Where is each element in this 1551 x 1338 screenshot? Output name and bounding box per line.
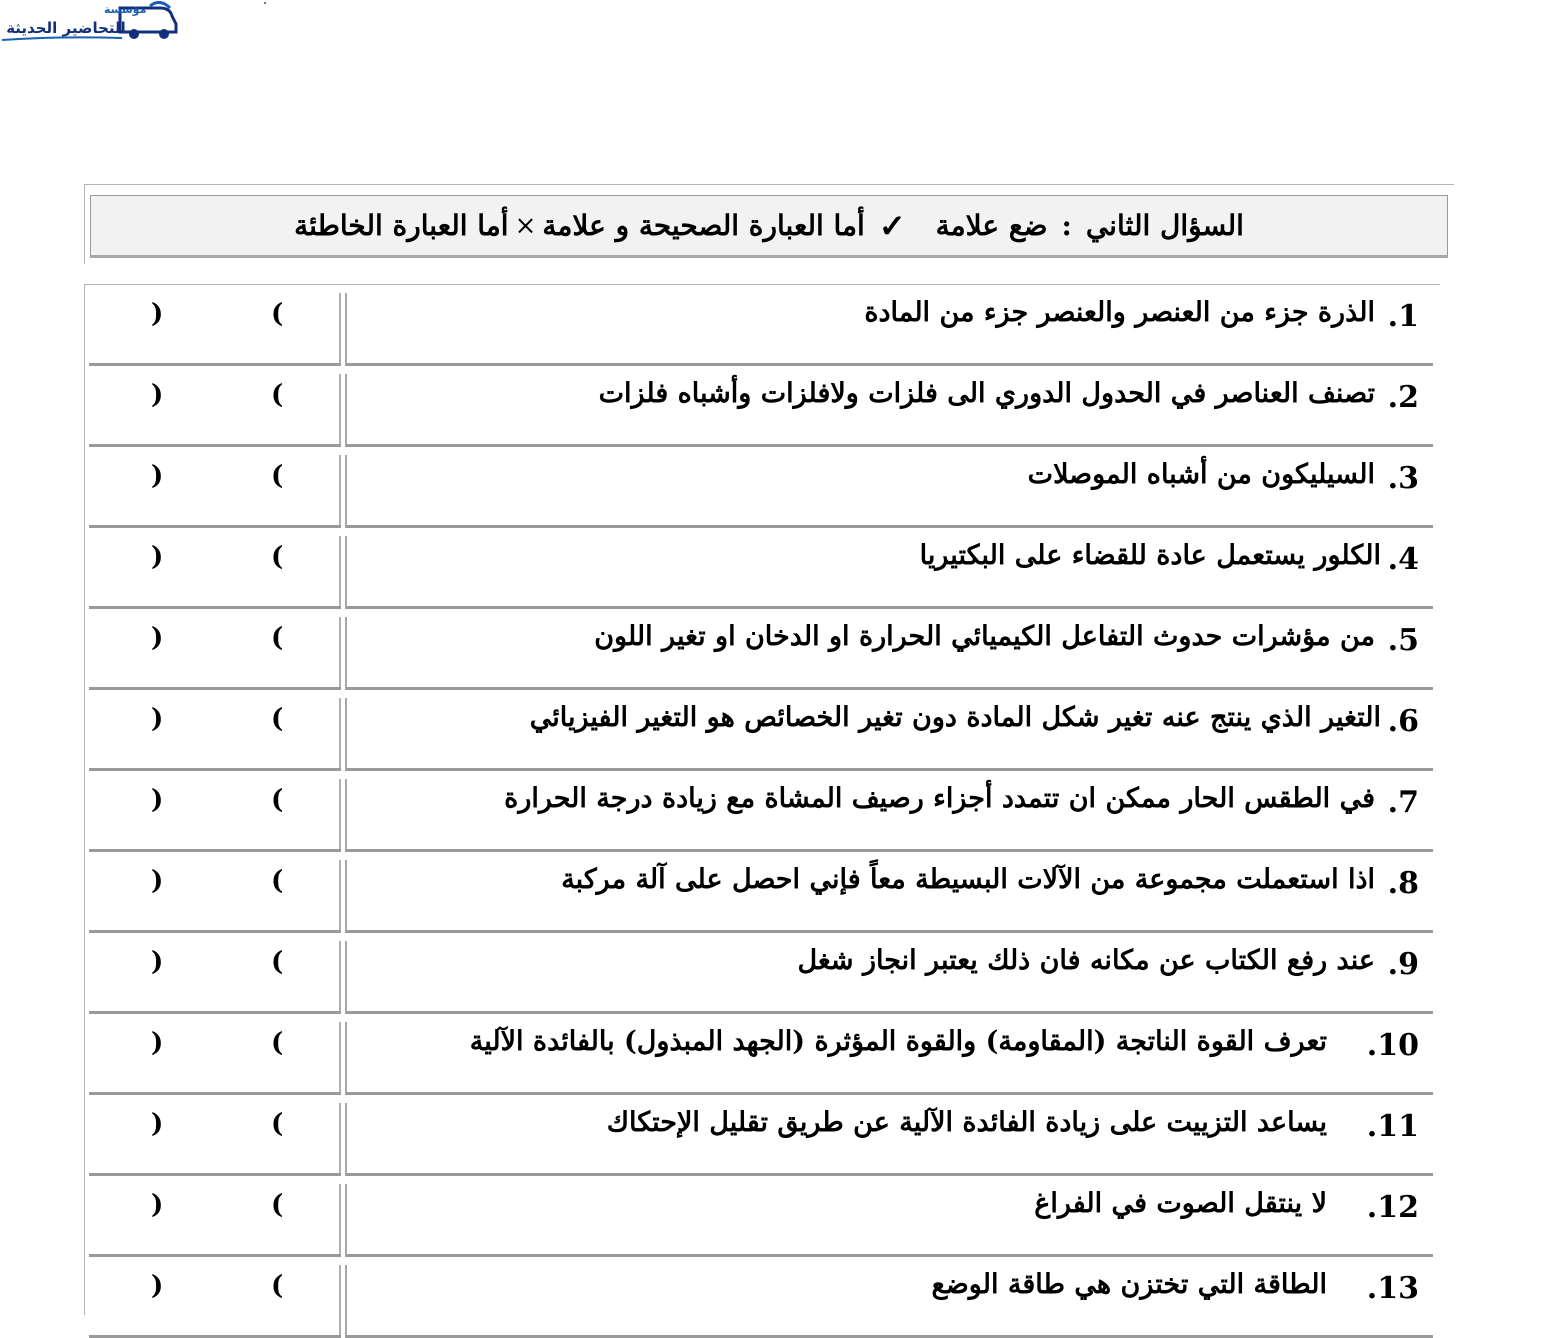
question-text: اذا استعملت مجموعة من الآلات البسيطة معاً فإني احصل على آلة مركبة	[561, 864, 1375, 895]
question-cell	[345, 374, 1433, 447]
logo-main-text: التحاضير الحديثة	[6, 19, 126, 37]
answer-paren-close: )	[151, 380, 164, 410]
answer-paren-open: (	[271, 299, 284, 329]
answer-paren-close: )	[151, 704, 164, 734]
logo	[0, 0, 185, 45]
instruction-part2: أما العبارة الصحيحة و علامة	[542, 209, 865, 242]
answer-paren-close: )	[151, 623, 164, 653]
question-cell	[345, 536, 1433, 609]
question-text: تصنف العناصر في الحدول الدوري الى فلزات ولافلزات وأشباه فلزات	[598, 378, 1375, 409]
answer-paren-close: )	[151, 1190, 164, 1220]
question-cell	[345, 1022, 1433, 1095]
answer-paren-open: (	[271, 1109, 284, 1139]
answer-paren-close: )	[151, 1271, 164, 1301]
questions-table	[84, 284, 1440, 1315]
logo-small-text: مؤسسة	[104, 3, 147, 16]
table-row	[85, 771, 1441, 852]
question-number: .13	[1366, 1271, 1419, 1306]
question-cell	[345, 941, 1433, 1014]
question-text: السيليكون من أشباه الموصلات	[1027, 459, 1375, 490]
question-text: من مؤشرات حدوث التفاعل الكيميائي الحرارة او الدخان او تغير اللون	[594, 621, 1375, 652]
answer-paren-open: (	[271, 1190, 284, 1220]
question-label: السؤال الثاني	[1085, 209, 1244, 242]
question-cell	[345, 860, 1433, 933]
table-row	[85, 285, 1441, 366]
answer-paren-open: (	[271, 461, 284, 491]
question-cell	[345, 779, 1433, 852]
table-row	[85, 447, 1441, 528]
question-cell	[345, 1103, 1433, 1176]
question-text: تعرف القوة الناتجة (المقاومة) والقوة المؤثرة (الجهد المبذول) بالفائدة الآلية	[469, 1026, 1327, 1057]
answer-paren-open: (	[271, 866, 284, 896]
decorative-dot	[264, 2, 266, 4]
question-number: .8	[1387, 866, 1419, 901]
table-row	[85, 1176, 1441, 1257]
table-row	[85, 1257, 1441, 1338]
check-mark-icon: ✓	[878, 206, 906, 245]
question-number: .3	[1387, 461, 1419, 496]
question-number: .5	[1387, 623, 1419, 658]
answer-cell[interactable]	[89, 293, 341, 366]
question-text: الذرة جزء من العنصر والعنصر جزء من المادة	[864, 297, 1375, 328]
answer-cell[interactable]	[89, 374, 341, 447]
answer-paren-close: )	[151, 1028, 164, 1058]
table-row	[85, 933, 1441, 1014]
question-number: .11	[1366, 1109, 1419, 1144]
question-cell	[345, 1184, 1433, 1257]
answer-paren-close: )	[151, 947, 164, 977]
instruction-part1: ضع علامة	[935, 209, 1048, 242]
question-number: .9	[1387, 947, 1419, 982]
answer-cell[interactable]	[89, 698, 341, 771]
question-cell	[345, 293, 1433, 366]
question-cell	[345, 698, 1433, 771]
answer-cell[interactable]	[89, 1022, 341, 1095]
answer-paren-open: (	[271, 785, 284, 815]
question-number: .1	[1387, 299, 1419, 334]
question-cell	[345, 455, 1433, 528]
instruction-part3: أما العبارة الخاطئة	[294, 209, 509, 242]
question-number: .2	[1387, 380, 1419, 415]
answer-paren-close: )	[151, 299, 164, 329]
table-row	[85, 366, 1441, 447]
answer-paren-open: (	[271, 542, 284, 572]
answer-paren-open: (	[271, 1271, 284, 1301]
answer-paren-close: )	[151, 866, 164, 896]
answer-paren-open: (	[271, 623, 284, 653]
question-text: يساعد التزييت على زيادة الفائدة الآلية عن طريق تقليل الإحتكاك	[606, 1107, 1327, 1138]
table-row	[85, 528, 1441, 609]
answer-paren-open: (	[271, 947, 284, 977]
answer-cell[interactable]	[89, 536, 341, 609]
question-text: عند رفع الكتاب عن مكانه فان ذلك يعتبر انجاز شغل	[797, 945, 1375, 976]
question-text: الطاقة التي تختزن هي طاقة الوضع	[931, 1269, 1327, 1300]
question-number: .12	[1366, 1190, 1419, 1225]
question-number: .7	[1387, 785, 1419, 820]
answer-cell[interactable]	[89, 941, 341, 1014]
question-cell	[345, 617, 1433, 690]
question-header	[90, 195, 1448, 258]
table-row	[85, 609, 1441, 690]
question-text: لا ينتقل الصوت في الفراغ	[1034, 1188, 1327, 1219]
header-colon: :	[1061, 209, 1072, 242]
table-row	[85, 852, 1441, 933]
answer-cell[interactable]	[89, 1265, 341, 1338]
question-text: الكلور يستعمل عادة للقضاء على البكتيريا	[919, 540, 1381, 571]
question-text: في الطقس الحار ممكن ان تتمدد أجزاء رصيف المشاة مع زيادة درجة الحرارة	[504, 783, 1375, 814]
table-row	[85, 690, 1441, 771]
table-row	[85, 1014, 1441, 1095]
question-text: التغير الذي ينتج عنه تغير شكل المادة دون تغير الخصائص هو التغير الفيزيائي	[529, 702, 1381, 733]
answer-paren-open: (	[271, 704, 284, 734]
question-number: .6	[1387, 704, 1419, 739]
answer-paren-open: (	[271, 380, 284, 410]
answer-paren-close: )	[151, 542, 164, 572]
cross-mark-icon: ×	[514, 210, 537, 241]
answer-cell[interactable]	[89, 1184, 341, 1257]
answer-cell[interactable]	[89, 1103, 341, 1176]
question-number: .4	[1387, 542, 1419, 577]
question-cell	[345, 1265, 1433, 1338]
answer-paren-close: )	[151, 461, 164, 491]
answer-paren-close: )	[151, 1109, 164, 1139]
table-row	[85, 1095, 1441, 1176]
answer-cell[interactable]	[89, 860, 341, 933]
answer-cell[interactable]	[89, 455, 341, 528]
answer-cell[interactable]	[89, 779, 341, 852]
answer-cell[interactable]	[89, 617, 341, 690]
answer-paren-open: (	[271, 1028, 284, 1058]
question-number: .10	[1366, 1028, 1419, 1063]
answer-paren-close: )	[151, 785, 164, 815]
